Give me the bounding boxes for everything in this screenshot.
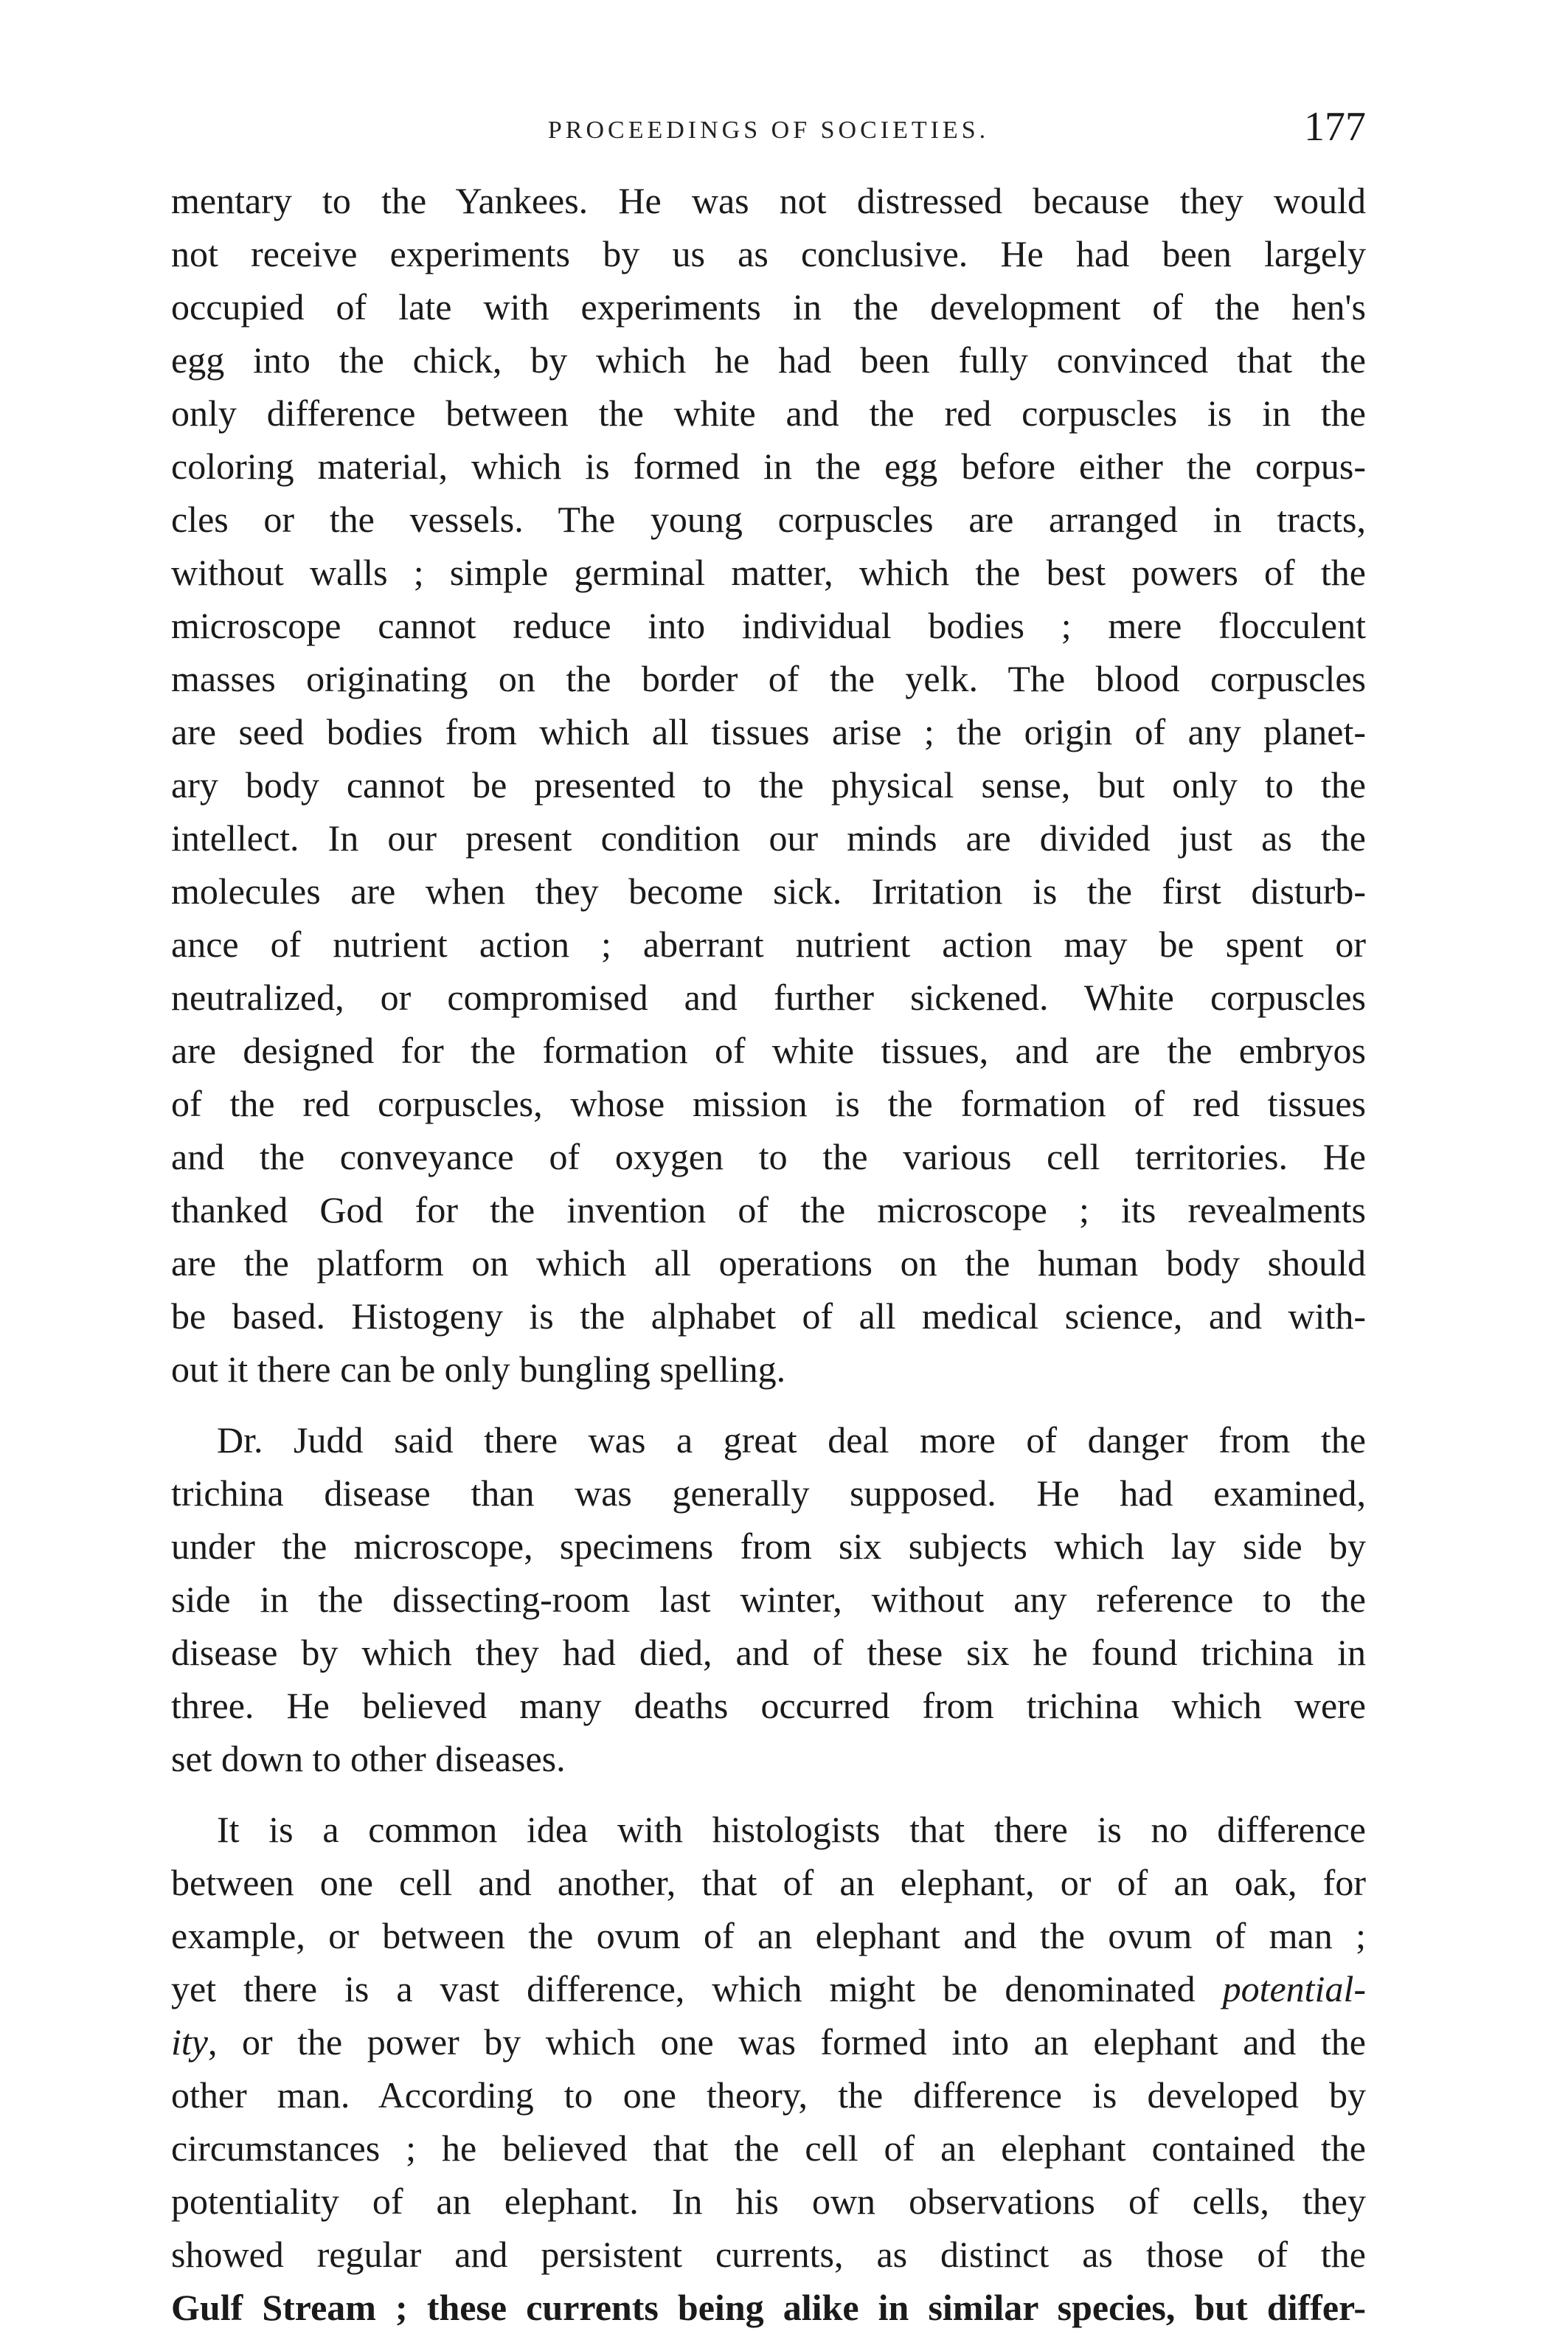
text-line: example, or between the ovum of an elephant and the ovum of man ; bbox=[171, 1915, 1366, 1956]
text-line: molecules are when they become sick. Irritation is the first disturb- bbox=[171, 870, 1366, 912]
text-line: potentiality of an elephant. In his own observations of cells, they bbox=[171, 2181, 1366, 2222]
text-line: ance of nutrient action ; aberrant nutrient action may be spent or bbox=[171, 924, 1366, 965]
text-line: three. He believed many deaths occurred from trichina which were bbox=[171, 1685, 1366, 1726]
text-line: trichina disease than was generally supposed. He had examined, bbox=[171, 1472, 1366, 1514]
paragraph-3 bbox=[171, 1803, 1366, 2334]
text-line: only difference between the white and the red corpuscles is in the bbox=[171, 392, 1366, 434]
body-text bbox=[171, 174, 1366, 2334]
text-line: showed regular and persistent currents, as distinct as those of the bbox=[171, 2234, 1366, 2275]
text-line: out it there can be only bungling spelling. bbox=[171, 1348, 786, 1390]
text-line: be based. Histogeny is the alphabet of all medical science, and with- bbox=[171, 1295, 1366, 1337]
text-line: under the microscope, specimens from six subjects which lay side by bbox=[171, 1526, 1366, 1567]
text-line: disease by which they had died, and of these six he found trichina in bbox=[171, 1632, 1366, 1673]
text-line: masses originating on the border of the yelk. The blood corpuscles bbox=[171, 658, 1366, 699]
italic-word: ity bbox=[171, 2021, 208, 2063]
text-line: ary body cannot be presented to the physical sense, but only to the bbox=[171, 764, 1366, 806]
text-line: side in the dissecting-room last winter, without any reference to the bbox=[171, 1579, 1366, 1620]
text-line: occupied of late with experiments in the development of the hen's bbox=[171, 286, 1366, 328]
text-line: are the platform on which all operations on the human body should bbox=[171, 1242, 1366, 1284]
text-line: neutralized, or compromised and further sickened. White corpuscles bbox=[171, 977, 1366, 1018]
paragraph-gap bbox=[171, 1396, 1366, 1413]
line-text: , or the power by which one was formed into an elephant and the bbox=[207, 2021, 1366, 2063]
text-line: intellect. In our present condition our minds are divided just as the bbox=[171, 817, 1366, 859]
text-line: circumstances ; he believed that the cell of an elephant contained the bbox=[171, 2127, 1366, 2169]
text-line: set down to other diseases. bbox=[171, 1738, 566, 1779]
text-line: are designed for the formation of white tissues, and are the embryos bbox=[171, 1030, 1366, 1071]
line-text: yet there is a vast difference, which might be denominated bbox=[171, 1968, 1223, 2009]
page-number: 177 bbox=[1304, 104, 1366, 150]
text-line bbox=[171, 1962, 1366, 2015]
text-line: coloring material, which is formed in the egg before either the corpus- bbox=[171, 446, 1366, 487]
text-line: of the red corpuscles, whose mission is the formation of red tissues bbox=[171, 1083, 1366, 1124]
text-line: cles or the vessels. The young corpuscles are arranged in tracts, bbox=[171, 499, 1366, 540]
text-line: microscope cannot reduce into individual bodies ; mere flocculent bbox=[171, 605, 1366, 646]
text-line: between one cell and another, that of an elephant, or of an oak, for bbox=[171, 1862, 1366, 1903]
text-line: are seed bodies from which all tissues arise ; the origin of any planet- bbox=[171, 711, 1366, 752]
paragraph-2 bbox=[171, 1413, 1366, 1785]
paragraph-gap bbox=[171, 1785, 1366, 1803]
text-line: Gulf Stream ; these currents being alike in similar species, but differ- bbox=[171, 2287, 1366, 2328]
italic-word: potential- bbox=[1222, 1968, 1366, 2009]
text-line: without walls ; simple germinal matter, which the best powers of the bbox=[171, 552, 1366, 593]
text-line: not receive experiments by us as conclusive. He had been largely bbox=[171, 233, 1366, 274]
running-title: PROCEEDINGS OF SOCIETIES. bbox=[547, 117, 990, 144]
text-line: It is a common idea with histologists that there is no difference bbox=[217, 1809, 1366, 1850]
text-line: thanked God for the invention of the microscope ; its revealments bbox=[171, 1189, 1366, 1230]
text-line: other man. According to one theory, the difference is developed by bbox=[171, 2074, 1366, 2116]
text-line bbox=[171, 2015, 1366, 2068]
text-line: egg into the chick, by which he had been fully convinced that the bbox=[171, 339, 1366, 381]
text-line: and the conveyance of oxygen to the various cell territories. He bbox=[171, 1136, 1366, 1177]
running-head bbox=[171, 103, 1366, 162]
text-line: Dr. Judd said there was a great deal more of danger from the bbox=[217, 1419, 1366, 1461]
paragraph-1 bbox=[171, 174, 1366, 1396]
text-line: mentary to the Yankees. He was not distressed because they would bbox=[171, 180, 1366, 221]
